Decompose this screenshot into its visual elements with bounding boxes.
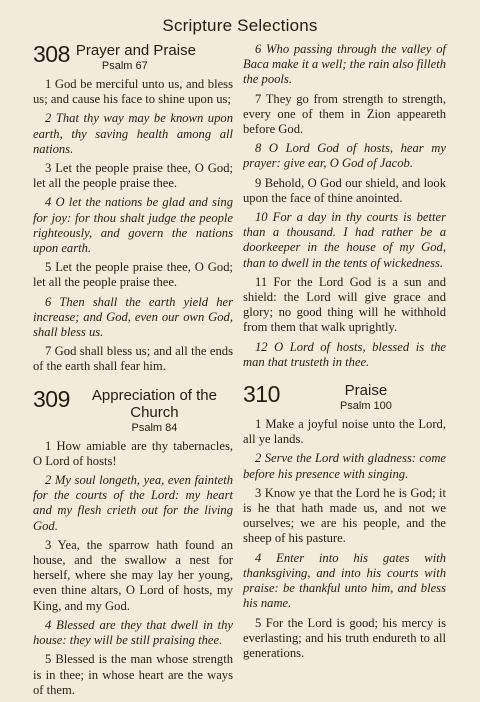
selection-heading xyxy=(33,42,233,73)
verse: 9 Behold, O God our shield, and look upon the face of thine anointed. xyxy=(243,175,446,205)
selection-heading xyxy=(33,387,233,435)
left-column xyxy=(33,42,233,702)
selection-310 xyxy=(243,382,446,661)
verse: 5 Blessed is the man whose strength is in thee; in whose heart are the ways of them. xyxy=(33,652,233,697)
verse: 7 God shall bless us; and all the ends of the earth shall fear him. xyxy=(33,344,233,374)
verse: 2 Serve the Lord with gladness: come before his presence with singing. xyxy=(243,451,446,481)
verse: 3 Let the people praise thee, O God; let all the people praise thee. xyxy=(33,161,233,191)
page-header: Scripture Selections xyxy=(162,16,318,35)
verse: 8 O Lord God of hosts, hear my prayer: give ear, O God of Jacob. xyxy=(243,141,446,171)
right-column xyxy=(243,42,446,665)
verse: 1 How amiable are thy tabernacles, O Lord of hosts! xyxy=(33,438,233,468)
selection-meta xyxy=(286,382,446,413)
verse: 3 Know ye that the Lord he is God; it is he that hath made us, and not we ourselves; we are his people, and the sheep of his pasture. xyxy=(243,485,446,546)
verse: 6 Who passing through the valley of Baca make it a well; the rain also filleth the pools. xyxy=(243,42,446,87)
psalm-reference: Psalm 100 xyxy=(339,400,392,413)
selection-title: Praise xyxy=(344,382,388,400)
selection-308 xyxy=(33,42,233,375)
verse: 5 For the Lord is good; his mercy is everlasting; and his truth endureth to all generations. xyxy=(243,615,446,660)
verse: 2 That thy way may be known upon earth, thy saving health among all nations. xyxy=(33,111,233,156)
verse: 3 Yea, the sparrow hath found an house, and the swallow a nest for herself, where she may lay her young, even thine altars, O Lord of hosts, my King, and my God. xyxy=(33,537,233,613)
psalm-reference: Psalm 67 xyxy=(101,60,148,72)
selection-309 xyxy=(33,387,233,698)
selection-number: 310 xyxy=(243,381,280,408)
selection-number: 308 xyxy=(33,41,70,67)
verse: 6 Then shall the earth yield her increase; and God, even our own God, shall bless us. xyxy=(33,294,233,340)
verse: 4 O let the nations be glad and sing for joy: for thou shalt judge the people righteously, and govern the nations upon earth. xyxy=(33,195,233,256)
selection-title: Appreciation of the Church xyxy=(91,386,217,421)
verse: 4 Enter into his gates with thanksgiving, and into his courts with praise: be thankful unto him, and bless his name. xyxy=(243,550,446,611)
verse: 7 They go from strength to strength, every one of them in Zion appeareth before God. xyxy=(243,91,446,137)
verse: 10 For a day in thy courts is better than a thousand. I had rather be a doorkeeper in the house of my God, than to dwell in the tents of wickedness. xyxy=(243,210,446,270)
verse: 5 Let the people praise thee, O God; let all the people praise thee. xyxy=(33,260,233,290)
selection-meta xyxy=(76,42,233,73)
selection-309-continued xyxy=(243,42,446,370)
verse: 11 For the Lord God is a sun and shield: the Lord will give grace and glory; no good thing will he withhold from them that walk uprightly. xyxy=(243,274,446,335)
verse: 12 O Lord of hosts, blessed is the man that trusteth in thee. xyxy=(243,339,446,369)
verse: 2 My soul longeth, yea, even fainteth for the courts of the Lord: my heart and my flesh crieth out for the living God. xyxy=(33,473,233,533)
selection-title: Prayer and Praise xyxy=(75,42,196,59)
verse: 1 God be merciful unto us, and bless us; and cause his face to shine upon us; xyxy=(33,77,233,107)
selection-number: 309 xyxy=(33,385,70,412)
verse: 4 Blessed are they that dwell in thy house: they will be still praising thee. xyxy=(33,617,233,648)
psalm-reference: Psalm 84 xyxy=(131,421,178,434)
verse: 1 Make a joyful noise unto the Lord, all ye lands. xyxy=(243,417,446,447)
selection-meta xyxy=(76,387,233,435)
selection-heading xyxy=(243,382,446,413)
